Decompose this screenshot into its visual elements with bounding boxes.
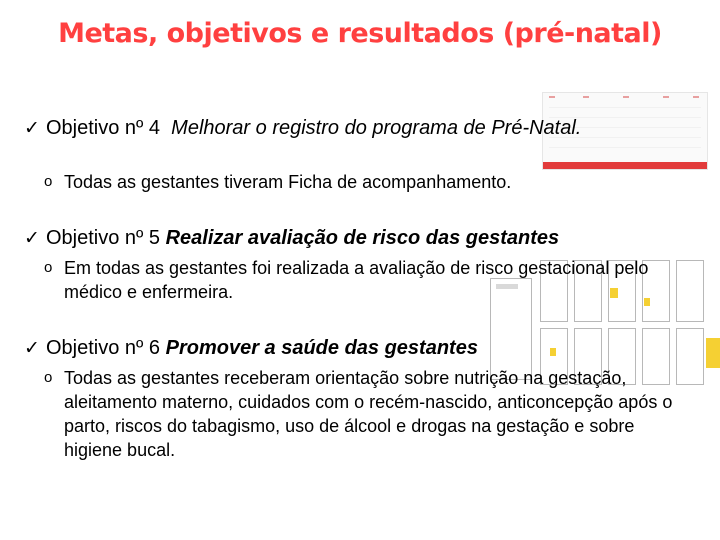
check-icon: ✓ bbox=[24, 337, 40, 359]
sub-bullet-icon: o bbox=[44, 369, 53, 386]
objective-goal: Melhorar o registro do programa de Pré-Natal. bbox=[171, 117, 582, 139]
objective-6 bbox=[24, 336, 704, 360]
objective-4-result bbox=[44, 170, 704, 194]
objective-label: Objetivo nº 5 bbox=[46, 227, 161, 249]
sub-bullet-icon: o bbox=[44, 259, 53, 276]
objective-label: Objetivo nº 4 bbox=[46, 117, 161, 139]
result-text: Todas as gestantes tiveram Ficha de acompanhamento. bbox=[64, 172, 512, 192]
objective-5-result bbox=[44, 256, 664, 304]
objective-goal: Promover a saúde das gestantes bbox=[165, 337, 478, 359]
objective-5 bbox=[24, 226, 704, 250]
objective-6-result bbox=[44, 366, 684, 462]
check-icon: ✓ bbox=[24, 227, 40, 249]
sub-bullet-icon: o bbox=[44, 173, 53, 190]
objective-label: Objetivo nº 6 bbox=[46, 337, 161, 359]
check-icon: ✓ bbox=[24, 117, 40, 139]
result-text: Todas as gestantes receberam orientação sobre nutrição na gestação, aleitamento materno, cuidados com o recém-nascido, anticoncepção após o parto, riscos do tabagismo, uso de álcool e drogas na gestação e sobre higiene bucal. bbox=[64, 368, 673, 460]
objective-goal: Realizar avaliação de risco das gestantes bbox=[165, 227, 560, 249]
objective-4 bbox=[24, 116, 664, 140]
slide-title: Metas, objetivos e resultados (pré-natal) bbox=[58, 18, 662, 49]
result-text: Em todas as gestantes foi realizada a avaliação de risco gestacional pelo médico e enfermeira. bbox=[64, 258, 649, 302]
